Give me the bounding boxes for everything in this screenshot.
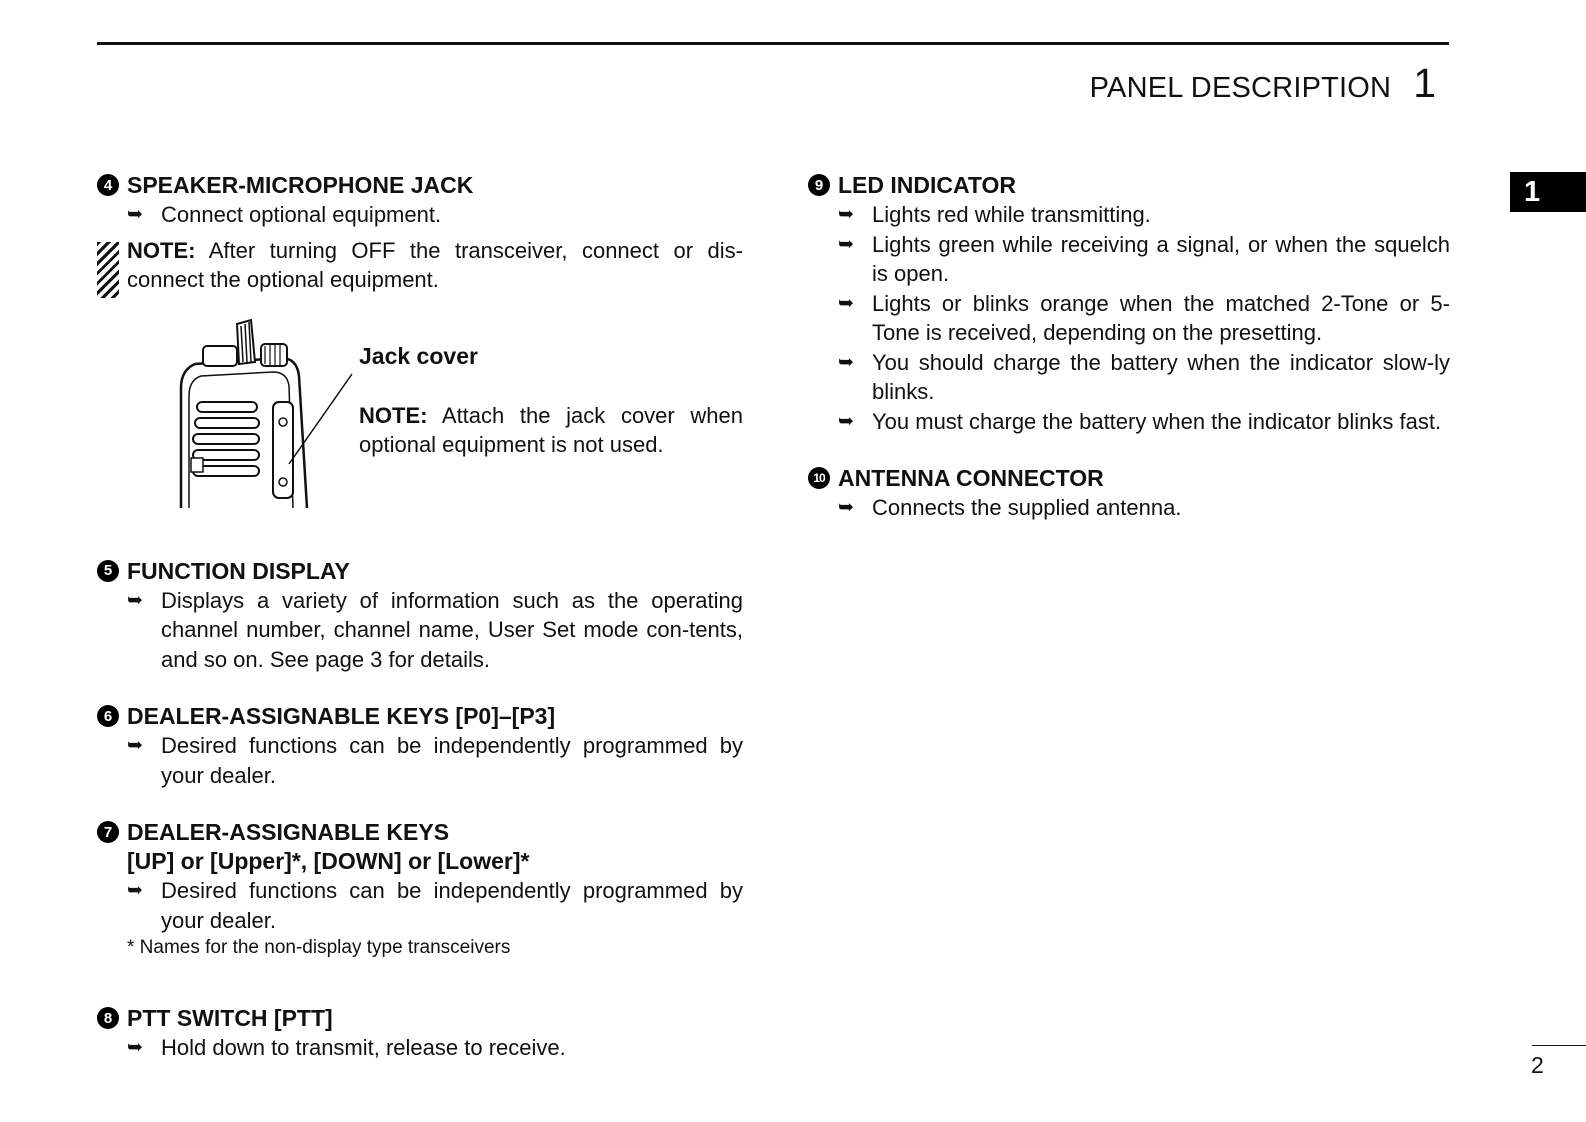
bullet-item	[127, 200, 743, 230]
section-antenna-connector	[808, 463, 1450, 523]
bullet-item	[838, 200, 1450, 230]
arrow-icon: ➥	[127, 880, 143, 901]
section-heading	[97, 701, 743, 731]
section-title: SPEAKER-MICROPHONE JACK	[127, 172, 474, 198]
bullet-text: Lights green while receiving a signal, or when the squelch is open.	[872, 231, 1450, 286]
chapter-side-tab: 1	[1510, 172, 1586, 212]
arrow-icon: ➥	[838, 497, 854, 518]
bullet-item	[838, 230, 1450, 289]
number-badge: 7	[97, 821, 119, 843]
bullet-text: Hold down to transmit, release to receive.	[161, 1035, 566, 1060]
section-function-display	[97, 556, 743, 675]
section-title: FUNCTION DISPLAY	[127, 557, 350, 584]
section-ptt-switch	[97, 1003, 743, 1063]
footnote: * Names for the non-display type transceivers	[127, 937, 511, 958]
section-heading	[97, 1003, 743, 1033]
number-badge: 4	[97, 174, 119, 196]
bullet-item	[127, 586, 743, 675]
bullet-item	[838, 289, 1450, 348]
arrow-icon: ➥	[127, 735, 143, 756]
leader-line	[277, 372, 357, 472]
number-badge: 9	[808, 174, 830, 196]
bullet-text: Desired functions can be independently programmed by your dealer.	[161, 733, 743, 788]
jack-cover-note	[359, 401, 743, 460]
arrow-icon: ➥	[838, 410, 854, 432]
arrow-icon: ➥	[127, 204, 143, 225]
bullet-text: Lights or blinks orange when the matched 2-Tone or 5-Tone is received, depending on the presetting.	[872, 290, 1450, 345]
bullet-text: Connects the supplied antenna.	[872, 495, 1182, 520]
bullet-item	[127, 731, 743, 790]
section-heading	[808, 170, 1450, 200]
section-title: ANTENNA CONNECTOR	[838, 465, 1104, 491]
section-heading	[97, 817, 743, 847]
bullet-item	[838, 348, 1450, 407]
right-column	[808, 170, 1450, 523]
arrow-icon: ➥	[838, 204, 854, 225]
bullet-item	[127, 876, 743, 935]
section-title: DEALER-ASSIGNABLE KEYS [P0]–[P3]	[127, 703, 556, 729]
bullet-text: Desired functions can be independently programmed by your dealer.	[161, 878, 743, 933]
bullet-text: You must charge the battery when the indicator blinks fast.	[872, 408, 1442, 434]
section-heading	[808, 463, 1450, 493]
note-hatch-icon	[97, 242, 119, 298]
section-speaker-mic-jack	[97, 170, 743, 538]
bullet-item	[127, 1033, 743, 1063]
number-badge: 10	[808, 467, 830, 489]
section-subtitle: [UP] or [Upper]*, [DOWN] or [Lower]*	[127, 848, 530, 874]
jack-cover-label: Jack cover	[359, 342, 478, 369]
section-heading	[97, 556, 743, 586]
arrow-icon: ➥	[838, 351, 854, 373]
bullet-text: You should charge the battery when the indicator slow-ly blinks.	[872, 349, 1450, 404]
header-rule	[97, 42, 1449, 45]
chapter-number: 1	[1413, 60, 1436, 106]
section-title: DEALER-ASSIGNABLE KEYS	[127, 819, 450, 845]
arrow-icon: ➥	[127, 589, 143, 611]
note-body: Attach the jack cover when optional equipment is not used.	[359, 402, 743, 457]
number-badge: 6	[97, 705, 119, 727]
footer-rule	[1532, 1045, 1586, 1046]
page-number: 2	[1531, 1052, 1544, 1078]
number-badge: 8	[97, 1007, 119, 1029]
bullet-text: Displays a variety of information such as the operating channel number, channel name, User Set mode con-tents, and so on. See page 3 for details.	[161, 587, 743, 672]
section-heading	[97, 170, 743, 200]
note-body: After turning OFF the transceiver, connect or dis-connect the optional equipment.	[127, 237, 743, 292]
note-label: NOTE:	[127, 237, 196, 263]
section-led-indicator	[808, 170, 1450, 436]
note-text	[127, 236, 743, 298]
bullet-text: Connect optional equipment.	[161, 202, 442, 227]
arrow-icon: ➥	[838, 233, 854, 255]
arrow-icon: ➥	[127, 1037, 143, 1058]
bullet-item	[838, 493, 1450, 523]
section-dealer-keys-p	[97, 701, 743, 790]
note-label: NOTE:	[359, 402, 428, 428]
header-title: PANEL DESCRIPTION	[1089, 72, 1392, 104]
section-title: PTT SWITCH [PTT]	[127, 1005, 333, 1031]
jack-cover-figure	[97, 318, 743, 538]
page-header	[1090, 60, 1436, 107]
arrow-icon: ➥	[838, 292, 854, 314]
bullet-item	[838, 407, 1450, 437]
number-badge: 5	[97, 560, 119, 582]
note-block	[97, 236, 743, 298]
bullet-text: Lights red while transmitting.	[872, 202, 1151, 227]
left-column	[97, 170, 743, 1063]
section-title: LED INDICATOR	[838, 172, 1017, 198]
section-dealer-keys-updown	[97, 817, 743, 961]
